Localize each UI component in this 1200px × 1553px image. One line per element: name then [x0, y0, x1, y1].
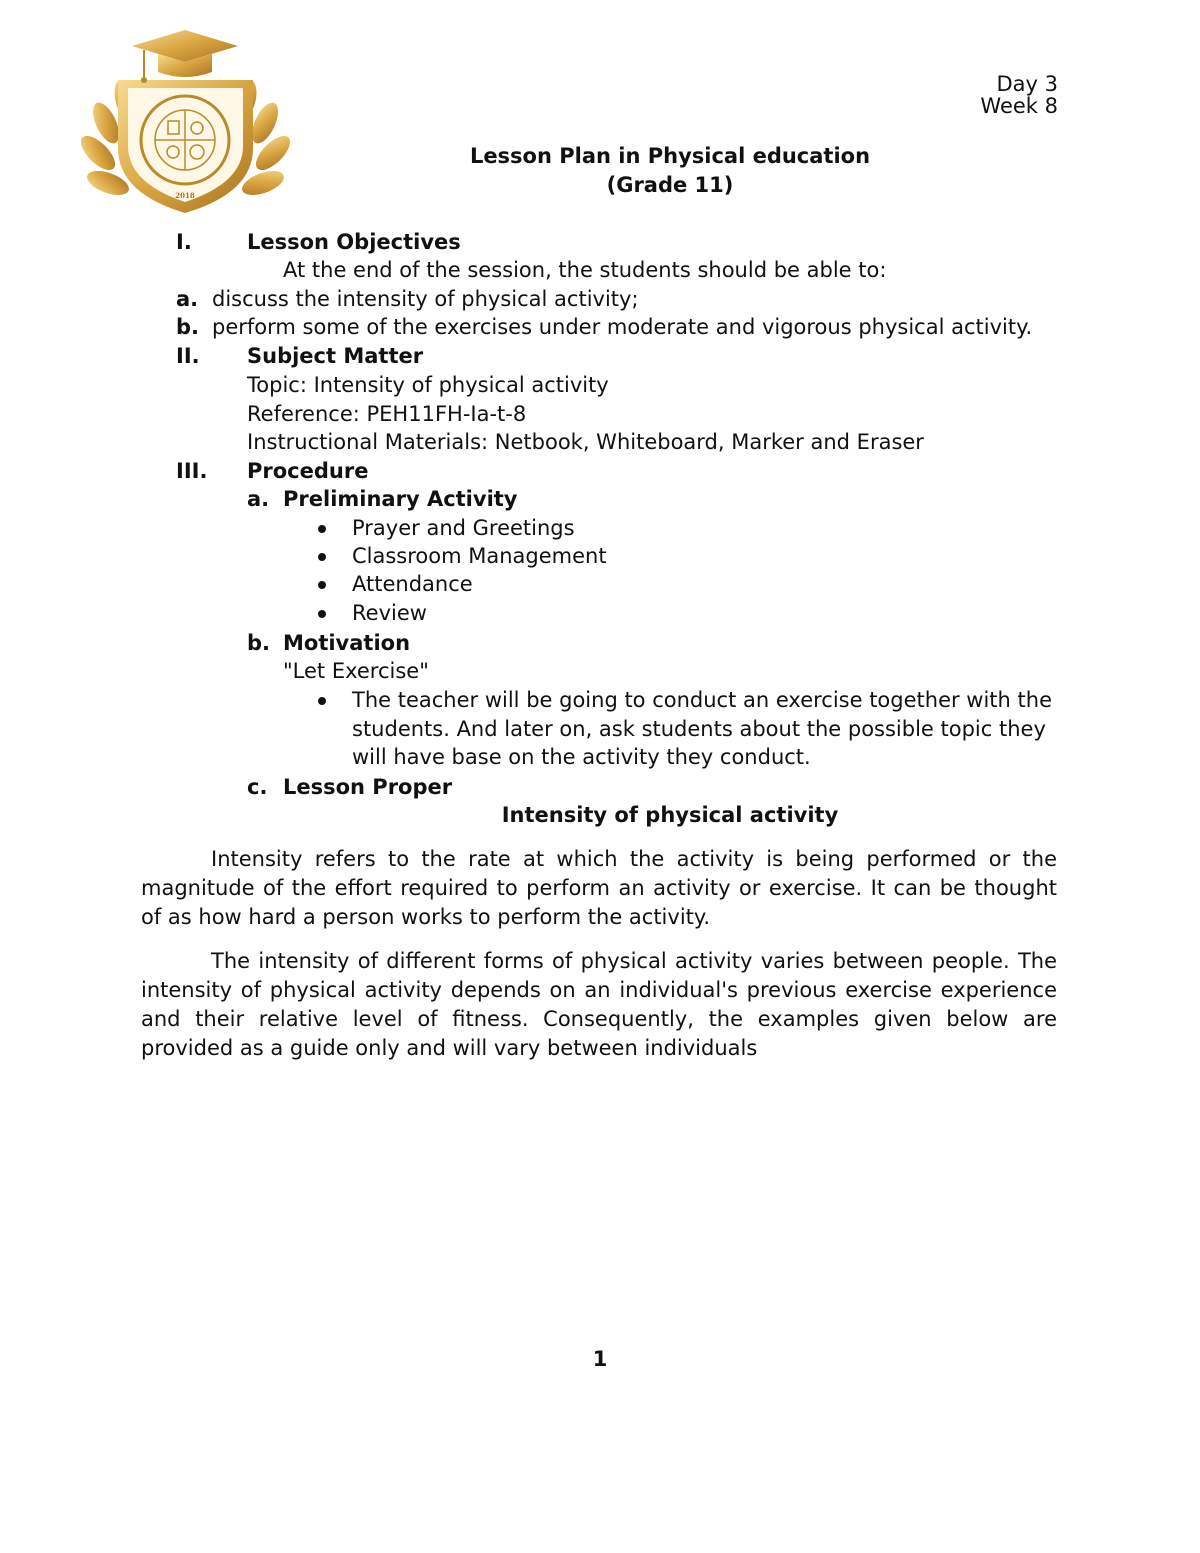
objective-item-b: perform some of the exercises under moderate and vigorous physical activity.	[212, 315, 1033, 339]
paragraph	[141, 947, 1057, 1063]
bullet-icon	[318, 610, 326, 618]
objective-item-a: discuss the intensity of physical activity;	[212, 287, 639, 311]
subject-heading: Subject Matter	[247, 344, 424, 368]
preliminary-item: Classroom Management	[352, 544, 607, 568]
document-title: Lesson Plan in Physical education	[469, 144, 871, 168]
objective-marker-a: a.	[176, 287, 199, 311]
preliminary-item: Prayer and Greetings	[352, 516, 575, 540]
bullet-icon	[318, 525, 326, 533]
paragraph	[141, 845, 1057, 932]
motivation-line: will have base on the activity they conduct.	[352, 745, 811, 769]
preliminary-item: Attendance	[352, 572, 473, 596]
lesson-marker: c.	[247, 775, 268, 799]
lesson-title: Intensity of physical activity	[501, 803, 839, 827]
school-logo	[78, 28, 293, 218]
bullet-icon	[318, 581, 326, 589]
motivation-marker: b.	[247, 631, 271, 655]
week-label: Week 8	[980, 94, 1058, 118]
subject-materials: Instructional Materials: Netbook, Whiteboard, Marker and Eraser	[247, 430, 924, 454]
objective-marker-b: b.	[176, 315, 200, 339]
svg-text:2018: 2018	[175, 191, 195, 200]
section-numeral-i: I.	[176, 230, 192, 254]
preliminary-marker: a.	[247, 487, 270, 511]
section-numeral-ii: II.	[176, 344, 200, 368]
graduation-cap-icon	[132, 30, 238, 83]
section-numeral-iii: III.	[176, 459, 208, 483]
objectives-heading: Lesson Objectives	[247, 230, 461, 254]
bullet-icon	[318, 553, 326, 561]
subject-reference: Reference: PEH11FH-Ia-t-8	[247, 402, 527, 426]
motivation-heading: Motivation	[283, 631, 411, 655]
motivation-quote: "Let Exercise"	[283, 659, 429, 683]
procedure-heading: Procedure	[247, 459, 369, 483]
document-subtitle: (Grade 11)	[606, 173, 734, 197]
bullet-icon	[318, 697, 326, 705]
subject-topic: Topic: Intensity of physical activity	[247, 373, 609, 397]
page-number: 1	[592, 1347, 608, 1371]
objectives-intro: At the end of the session, the students should be able to:	[283, 258, 887, 282]
motivation-line: students. And later on, ask students about the possible topic they	[352, 717, 1046, 741]
paragraph-text: The intensity of different forms of physical activity varies between people. The intensity of physical activity depends on an individual's previous exercise experience and their relative level of fitness. Consequently, the examples given below are provided as a guide only and will vary between individuals	[141, 949, 1057, 1060]
paragraph-text: Intensity refers to the rate at which the activity is being performed or the magnitude of the effort required to perform an activity or exercise. It can be thought of as how hard a person works to perform the activity.	[141, 847, 1057, 929]
lesson-heading: Lesson Proper	[283, 775, 453, 799]
motivation-line: The teacher will be going to conduct an exercise together with the	[352, 688, 1052, 712]
preliminary-item: Review	[352, 601, 427, 625]
day-label: Day 3	[996, 72, 1058, 96]
preliminary-heading: Preliminary Activity	[283, 487, 518, 511]
